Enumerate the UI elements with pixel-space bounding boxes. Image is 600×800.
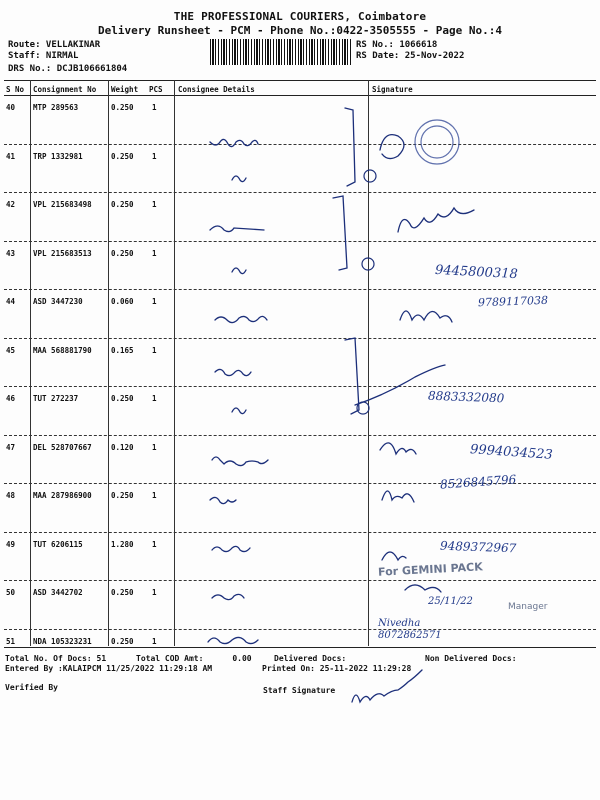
circled-mark	[364, 170, 376, 182]
row-pcs: 1	[152, 636, 157, 646]
column-header-pcs: PCS	[149, 85, 163, 94]
row-consignment: MAA 287986900	[33, 491, 92, 500]
consignee-handwriting	[215, 369, 251, 375]
route-label: Route: VELLAKINAR	[8, 40, 101, 50]
table-bottom-rule	[4, 647, 596, 648]
row-consignment: VPL 215683513	[33, 248, 92, 258]
delivered-docs: Delivered Docs:	[274, 654, 347, 663]
signature-stroke	[405, 585, 441, 592]
row-pcs: 1	[152, 588, 157, 597]
rs-date: RS Date: 25-Nov-2022	[356, 51, 465, 61]
row-consignment: TUT 272237	[33, 394, 79, 403]
verified-by-label: Verified By	[5, 683, 58, 692]
row-pcs: 1	[152, 297, 157, 306]
handwritten-phone: 9789117038	[477, 293, 549, 310]
row-sno: 51	[6, 636, 16, 646]
circled-mark	[362, 258, 374, 270]
row-sno: 45	[6, 345, 16, 355]
row-pcs: 1	[152, 394, 157, 403]
column-header-weight: Weight	[111, 85, 139, 94]
consignee-handwriting	[208, 637, 258, 643]
printed-on: Printed On: 25-11-2022 11:29:28	[262, 664, 412, 673]
bracket-stroke	[333, 196, 347, 270]
rs-number: RS No.: 1066618	[356, 40, 438, 50]
row-sno: 48	[6, 491, 16, 500]
company-stamp: For GEMINI PACK	[377, 560, 484, 579]
row-consignment: VPL 215683498	[33, 200, 92, 209]
row-pcs: 1	[152, 200, 157, 209]
row-consignment: ASD 3447230	[33, 297, 83, 306]
row-consignment: TUT 6206115	[33, 539, 83, 549]
page-title: THE PROFESSIONAL COURIERS, Coimbatore	[173, 10, 427, 23]
row-weight: 0.250	[111, 200, 134, 209]
signature-stroke	[400, 311, 452, 322]
row-pcs: 1	[152, 491, 157, 500]
row-pcs: 1	[152, 103, 157, 112]
row-consignment: TRP 1332981	[33, 151, 83, 161]
handwritten-phone: 9445800318	[434, 262, 519, 283]
total-docs: Total No. Of Docs: 51	[5, 654, 107, 663]
handwritten-name: Nivedha	[378, 618, 421, 629]
row-weight: 0.250	[111, 103, 134, 112]
column-header-signature: Signature	[372, 85, 413, 94]
handwritten-phone: 8526845796	[439, 472, 517, 492]
signature-stroke	[380, 135, 404, 159]
row-sno: 49	[6, 539, 16, 549]
row-pcs: 1	[152, 151, 157, 161]
consignee-handwriting	[210, 139, 258, 146]
row-pcs: 1	[152, 539, 157, 549]
consignee-handwriting	[212, 594, 244, 599]
round-stamp	[421, 126, 453, 158]
consignee-handwriting	[232, 268, 246, 274]
row-weight: 0.250	[111, 636, 134, 646]
total-cod: Total COD Amt: 0.00	[136, 654, 252, 663]
row-weight: 0.165	[111, 345, 134, 355]
stamp-designation: Manager	[508, 602, 548, 612]
row-consignment: DEL 528707667	[33, 442, 92, 452]
row-sno: 41	[6, 151, 16, 161]
consignee-handwriting	[212, 457, 268, 466]
non-delivered-docs: Non Delivered Docs:	[425, 654, 517, 663]
drs-number: DRS No.: DCJB106661804	[8, 64, 128, 74]
row-sno: 43	[6, 248, 16, 258]
row-pcs: 1	[152, 248, 157, 258]
row-pcs: 1	[152, 442, 157, 452]
staff-label: Staff: NIRMAL	[8, 51, 79, 61]
signature-stroke	[382, 552, 406, 560]
row-weight: 0.250	[111, 491, 134, 500]
signature-stroke	[380, 443, 416, 454]
column-header-consignment: Consignment No	[33, 85, 97, 94]
row-sno: 47	[6, 442, 16, 452]
staff-signature-label: Staff Signature	[263, 686, 336, 695]
handwritten-phone: 9994034523	[469, 442, 554, 463]
row-weight: 0.250	[111, 394, 134, 403]
row-consignment: MAA 568881790	[33, 345, 92, 355]
row-weight: 0.250	[111, 248, 134, 258]
row-sno: 50	[6, 588, 16, 597]
row-weight: 1.280	[111, 539, 134, 549]
row-consignment: ASD 3442702	[33, 588, 83, 597]
row-sno: 40	[6, 103, 16, 112]
handwritten-phone: 9489372967	[439, 538, 517, 556]
page-subtitle: Delivery Runsheet - PCM - Phone No.:0422-3505555 - Page No.:4	[98, 24, 502, 37]
bracket-stroke	[345, 108, 355, 186]
row-weight: 0.060	[111, 297, 134, 306]
row-consignment: MTP 289563	[33, 103, 79, 112]
row-consignment: NDA 105323231	[33, 636, 92, 646]
consignee-handwriting	[215, 316, 267, 322]
row-pcs: 1	[152, 345, 157, 355]
column-header-consignee: Consignee Details	[178, 85, 255, 94]
consignee-handwriting	[210, 497, 236, 503]
entered-by: Entered By :KALAIPCM 11/25/2022 11:29:18 AM	[5, 664, 213, 673]
consignee-handwriting	[212, 546, 250, 551]
row-weight: 0.120	[111, 442, 134, 452]
staff-signature-stroke	[352, 670, 422, 702]
consignee-handwriting	[232, 408, 246, 414]
row-weight: 0.250	[111, 151, 134, 161]
row-sno: 44	[6, 297, 16, 306]
handwritten-date: 25/11/22	[428, 596, 473, 607]
handwritten-phone: 8072862571	[378, 630, 442, 641]
row-sno: 46	[6, 394, 16, 403]
row-sno: 42	[6, 200, 16, 209]
consignee-handwriting	[232, 176, 246, 182]
row-weight: 0.250	[111, 588, 134, 597]
signature-stroke	[382, 491, 414, 502]
column-header-sno: S No	[6, 85, 25, 94]
bracket-stroke	[345, 338, 359, 414]
consignee-handwriting	[210, 226, 264, 232]
handwritten-phone: 8883332080	[427, 388, 505, 406]
signature-stroke	[398, 208, 474, 232]
